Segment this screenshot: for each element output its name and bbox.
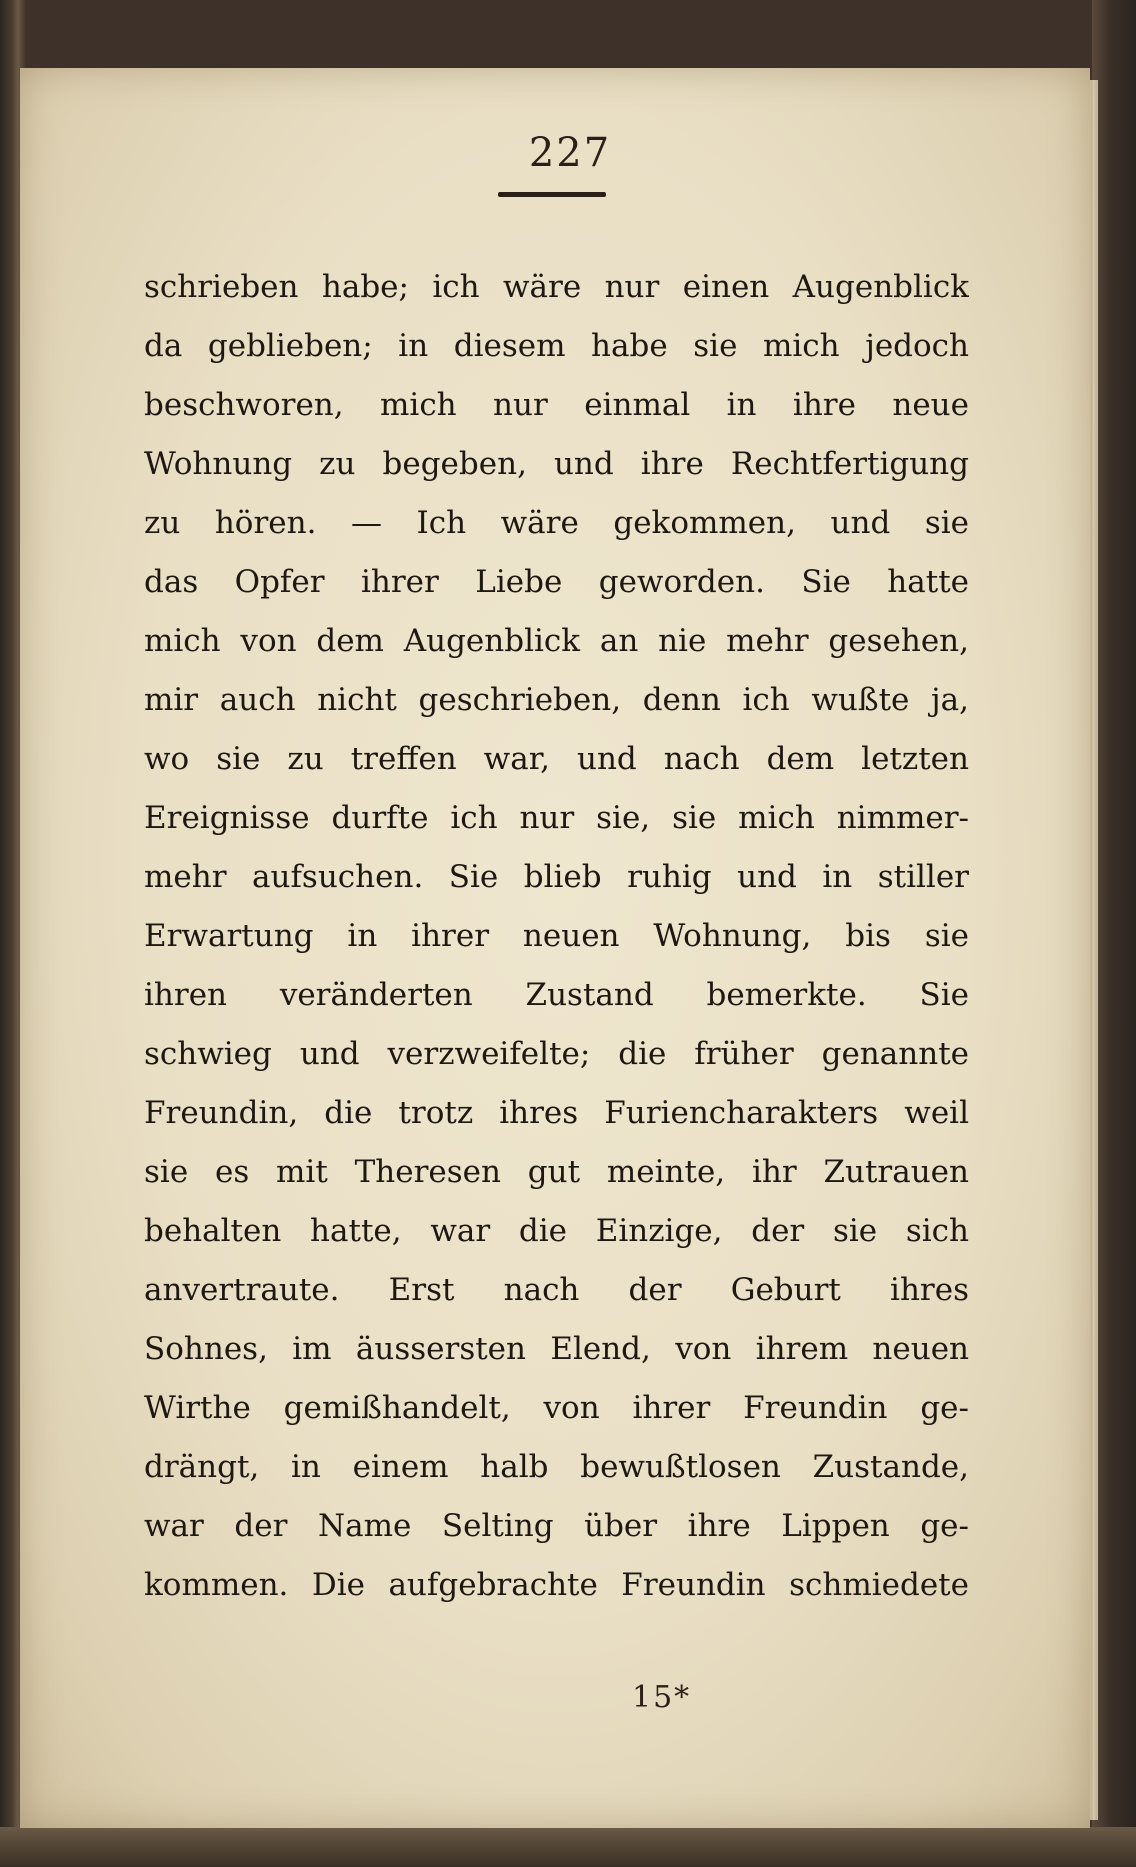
text-line: sie es mit Theresen gut meinte, ihr Zutrauen <box>144 1154 969 1190</box>
text-line: mehr aufsuchen. Sie blieb ruhig und in stiller <box>144 859 969 895</box>
text-line: zu hören. — Ich wäre gekommen, und sie <box>144 505 969 541</box>
page-number: 227 <box>528 130 612 176</box>
text-line: das Opfer ihrer Liebe geworden. Sie hatte <box>144 564 969 600</box>
text-line: wo sie zu treffen war, und nach dem letzten <box>144 741 969 777</box>
book-cover-edge <box>1092 0 1136 1867</box>
text-line: war der Name Selting über ihre Lippen ge- <box>144 1508 969 1544</box>
book-page <box>20 68 1090 1828</box>
text-line: Freundin, die trotz ihres Furiencharakters weil <box>144 1095 969 1131</box>
signature-mark: 15* <box>632 1680 692 1715</box>
text-line: drängt, in einem halb bewußtlosen Zustande, <box>144 1449 969 1485</box>
text-line: behalten hatte, war die Einzige, der sie sich <box>144 1213 969 1249</box>
body-text <box>144 258 969 1615</box>
text-line: Ereignisse durfte ich nur sie, sie mich nimmer- <box>144 800 969 836</box>
text-line: mich von dem Augenblick an nie mehr gesehen, <box>144 623 969 659</box>
text-line: kommen. Die aufgebrachte Freundin schmiedete <box>144 1567 969 1603</box>
book-cover-bottom <box>0 1827 1136 1867</box>
text-line: beschworen, mich nur einmal in ihre neue <box>144 387 969 423</box>
text-line: Wohnung zu begeben, und ihre Rechtfertigung <box>144 446 969 482</box>
text-line: da geblieben; in diesem habe sie mich jedoch <box>144 328 969 364</box>
text-line: Wirthe gemißhandelt, von ihrer Freundin ge- <box>144 1390 969 1426</box>
text-line: Erwartung in ihrer neuen Wohnung, bis sie <box>144 918 969 954</box>
text-line: schrieben habe; ich wäre nur einen Augenblick <box>144 269 969 305</box>
text-line: schwieg und verzweifelte; die früher genannte <box>144 1036 969 1072</box>
header-rule <box>498 192 606 197</box>
text-line: mir auch nicht geschrieben, denn ich wußte ja, <box>144 682 969 718</box>
text-line: ihren veränderten Zustand bemerkte. Sie <box>144 977 969 1013</box>
text-line: Sohnes, im äussersten Elend, von ihrem neuen <box>144 1331 969 1367</box>
text-line: anvertraute. Erst nach der Geburt ihres <box>144 1272 969 1308</box>
